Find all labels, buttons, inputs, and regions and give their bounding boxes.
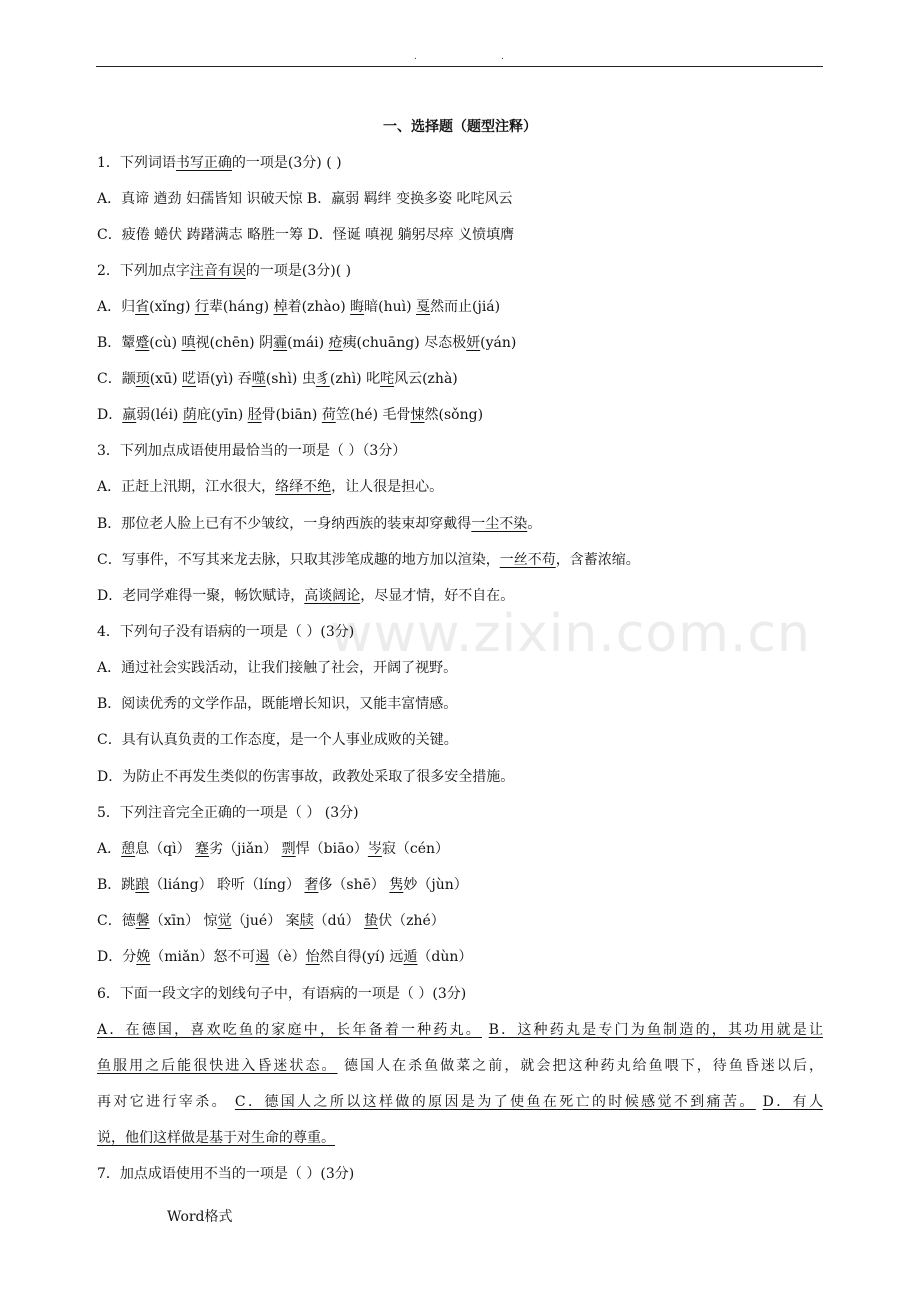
q6-passage-line: 再对它进行宰杀。 C．德国人之所以这样做的原因是为了使鱼在死亡的时候感觉不到痛苦。 D．有人 [97,1094,824,1110]
q3-stem: 3．下列加点成语使用最恰当的一项是（ ）（3分） [97,443,407,459]
q4-option-d: D．为防止不再发生类似的伤害事故，政教处采取了很多安全措施。 [97,769,515,785]
q3-option-d: D．老同学难得一聚，畅饮赋诗，高谈阔论，尽显才情，好不自在。 [97,588,515,604]
header-dots [0,52,920,64]
q2-option-a: A．归省(xǐng) 行辈(háng) 棹着(zhào) 晦暗(huì) 戛然而止(jiá) [97,299,501,315]
header-dot: . [414,52,417,62]
q1-option-ab: A．真谛 遒劲 妇孺皆知 识破天惊 B．羸弱 羁绊 变换多姿 叱咤风云 [97,191,513,207]
watermark: www.zixin.com.cn [330,604,811,664]
q1-option-cd: C．疲倦 蜷伏 踌躇满志 略胜一筹 D．怪诞 嗔视 躺躬尽瘁 义愤填膺 [97,227,515,243]
q2-option-d: D．羸弱(léi) 荫庇(yīn) 胫骨(biān) 荷笠(hé) 毛骨悚然(sǒng) [97,407,484,423]
q3-option-c: C．写事件，不写其来龙去脉，只取其涉笔成趣的地方加以渲染，一丝不苟，含蓄浓缩。 [97,552,640,568]
q5-option-d: D．分娩（miǎn）怒不可遏（è）怡然自得(yí) 远遁（dùn） [97,949,473,965]
q2-stem: 2．下列加点字注音有误的一项是(3分)( ) [97,263,352,279]
header-rule [96,66,823,67]
q7-stem: 7．加点成语使用不当的一项是（ ）(3分) [97,1166,355,1182]
q3-option-b: B．那位老人脸上已有不少皱纹，一身纳西族的装束却穿戴得一尘不染。 [97,516,542,532]
section-title: 一、选择题（题型注释） [383,119,537,135]
q4-option-a: A．通过社会实践活动，让我们接触了社会，开阔了视野。 [97,660,458,676]
q6-passage-line: 说，他们这样做是基于对生命的尊重。 [97,1130,335,1146]
q6-stem: 6．下面一段文字的划线句子中，有语病的一项是（ ）(3分) [97,986,467,1002]
q5-stem: 5．下列注音完全正确的一项是（ ） (3分) [97,805,359,821]
q1-stem: 1．下列词语书写正确的一项是(3分) ( ) [97,155,342,171]
header-dot: . [501,52,504,62]
q4-stem: 4．下列句子没有语病的一项是（ ）(3分) [97,624,355,640]
q4-option-c: C．具有认真负责的工作态度，是一个人事业成败的关键。 [97,732,458,748]
footer-label: Word格式 [167,1209,233,1225]
q5-option-a: A．憩息（qì） 蹇劣（jiǎn） 剽悍（biāo）岑寂（cén） [97,841,450,857]
q5-option-c: C．德馨（xīn） 惊觉（jué） 案牍（dú） 蛰伏（zhé） [97,913,445,929]
q6-passage-line: A．在德国，喜欢吃鱼的家庭中，长年备着一种药丸。 B．这种药丸是专门为鱼制造的，其功用就是让 [97,1022,823,1038]
q3-option-a: A．正赶上汛期，江水很大，络绎不绝，让人很是担心。 [97,479,444,495]
q4-option-b: B．阅读优秀的文学作品，既能增长知识，又能丰富情感。 [97,696,458,712]
q2-option-b: B．颦蹙(cù) 嗔视(chēn) 阴霾(mái) 疮痍(chuāng) 尽态极妍(yán) [97,335,517,351]
q2-option-c: C．颛顼(xū) 呓语(yì) 吞噬(shì) 虫豸(zhì) 叱咤风云(zhà) [97,371,458,387]
q5-option-b: B．跳踉（liáng） 聆听（líng） 奢侈（shē） 隽妙（jùn） [97,877,468,893]
q6-passage-line: 鱼服用之后能很快进入昏迷状态。 德国人在杀鱼做菜之前，就会把这种药丸给鱼喂下，待鱼昏迷以后， [97,1058,823,1074]
